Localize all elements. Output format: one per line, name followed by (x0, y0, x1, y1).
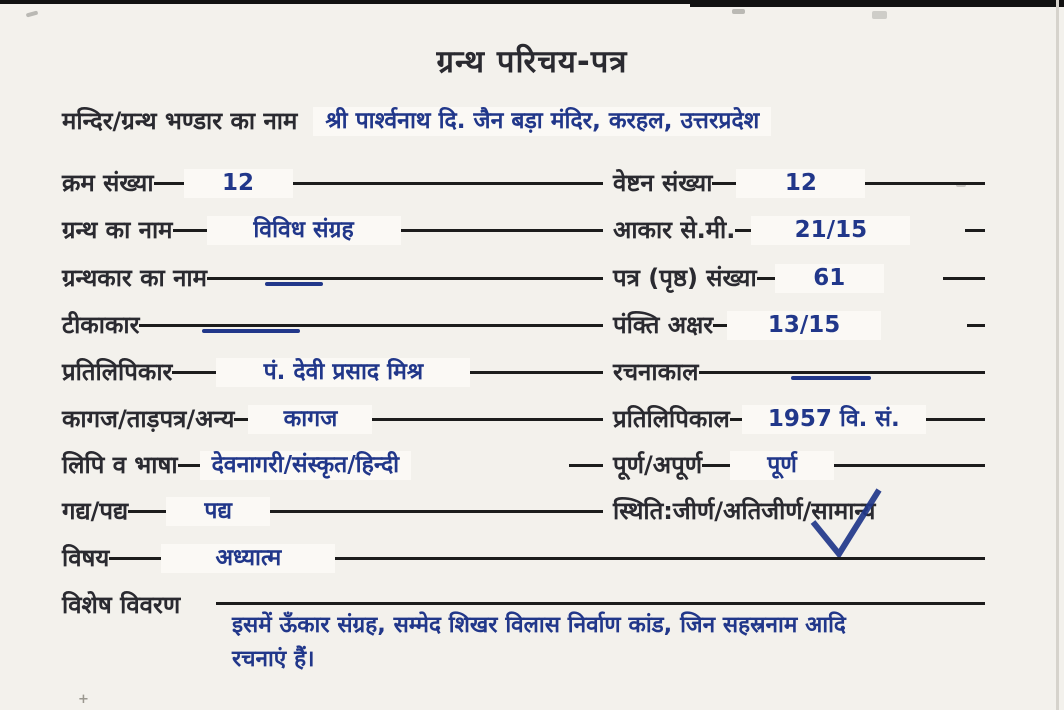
field-value: कागज (248, 405, 372, 434)
field-label: सामान्य (811, 497, 876, 525)
field-copy-date (613, 388, 985, 434)
field-label: ग्रन्थकार का नाम (62, 264, 207, 292)
rule-line (216, 602, 985, 605)
form-row-book-name (0, 199, 1064, 245)
form-row-commentator (0, 294, 1064, 340)
field-subject (62, 527, 985, 573)
rule-line (702, 464, 730, 467)
scan-plus-mark: + (78, 692, 89, 707)
rule-line (173, 229, 207, 232)
form-row-copyist (0, 341, 1064, 387)
field-commentator (62, 294, 603, 340)
field-lines-letters (613, 294, 985, 340)
rule-line (109, 557, 161, 560)
scan-smudge (872, 11, 887, 19)
rule-line (735, 229, 751, 232)
special-details-line1: इसमें ऊँकार संग्रह, सम्मेद शिखर विलास निर्वाण कांड, जिन सहस्रनाम आदि (232, 612, 846, 638)
rule-line (967, 324, 985, 327)
field-value: 13/15 (727, 311, 881, 340)
page-title: ग्रन्थ परिचय-पत्र (436, 44, 628, 80)
field-label: आकार से.मी. (613, 216, 736, 244)
field-value: पूर्ण (730, 451, 834, 480)
rule-line (154, 182, 184, 185)
rule-line (372, 418, 603, 421)
field-label: पत्र (पृष्ठ) संख्या (613, 264, 757, 292)
field-value: पं. देवी प्रसाद मिश्र (216, 358, 470, 387)
handwritten-blank-line (265, 282, 323, 286)
field-label: कागज/ताड़पत्र/अन्य (62, 405, 235, 433)
field-value: 1957 वि. सं. (742, 405, 926, 434)
rule-line (293, 182, 603, 185)
field-material (62, 388, 603, 434)
field-label: स्थिति:जीर्ण/अतिजीर्ण/ (613, 497, 812, 525)
rule-line (207, 277, 603, 280)
rule-line (178, 464, 200, 467)
rule-line (234, 418, 248, 421)
rule-line (965, 229, 985, 232)
field-bundle-number (613, 152, 985, 198)
form-row-material (0, 388, 1064, 434)
field-page-count (613, 247, 985, 293)
field-book-name (62, 199, 603, 245)
field-label: पूर्ण/अपूर्ण (613, 451, 703, 479)
rule-line (834, 464, 985, 467)
form-row-serial (0, 152, 1064, 198)
field-script-language (62, 434, 603, 480)
special-details-line2: रचनाएं हैं। (232, 646, 315, 672)
field-label: प्रतिलिपिकार (62, 358, 173, 386)
field-label: विषय (62, 544, 110, 572)
field-serial-number (62, 152, 603, 198)
rule-line (335, 557, 985, 560)
scan-smudge (732, 9, 745, 14)
field-label: टीकाकार (62, 311, 140, 339)
field-label: पंक्ति अक्षर (613, 311, 714, 339)
scan-top-edge-dark (690, 0, 1064, 7)
handwritten-blank-line (791, 376, 871, 380)
field-value: पद्य (166, 497, 270, 526)
field-value: 12 (736, 169, 865, 198)
rule-line (713, 324, 727, 327)
field-label: क्रम संख्या (62, 169, 154, 197)
handwritten-blank-line (202, 329, 300, 333)
rule-line (865, 182, 985, 185)
rule-line (926, 418, 985, 421)
field-value: 61 (775, 264, 884, 293)
form-row-script-language (0, 434, 1064, 480)
rule-line (569, 464, 603, 467)
scan-smudge (26, 11, 39, 18)
rule-line (139, 324, 603, 327)
form-row-subject (0, 527, 1064, 573)
field-label: प्रतिलिपिकाल (613, 405, 730, 433)
rule-line (470, 371, 603, 374)
field-value: 21/15 (751, 216, 910, 245)
field-label: लिपि व भाषा (62, 451, 178, 479)
rule-line (270, 510, 603, 513)
field-label: रचनाकाल (613, 358, 699, 386)
field-condition (613, 480, 985, 526)
field-label: गद्य/पद्य (62, 497, 129, 525)
field-author-name (62, 247, 603, 293)
rule-line (128, 510, 166, 513)
field-value: विविध संग्रह (207, 216, 401, 245)
field-complete-incomplete (613, 434, 985, 480)
rule-line (943, 277, 985, 280)
field-composition-date (613, 341, 985, 387)
field-special-details (0, 585, 1064, 700)
condition-checked-option (811, 496, 875, 526)
field-value: 12 (184, 169, 293, 198)
rule-line (757, 277, 775, 280)
rule-line (699, 371, 985, 374)
field-temple-name (62, 106, 1002, 136)
form-row-author (0, 247, 1064, 293)
field-prose-verse (62, 480, 603, 526)
field-value: अध्यात्म (161, 544, 335, 573)
rule-line (712, 182, 736, 185)
field-value: देवनागरी/संस्कृत/हिन्दी (200, 451, 412, 480)
rule-line (730, 418, 742, 421)
field-copyist (62, 341, 603, 387)
field-label: वेष्टन संख्या (613, 169, 713, 197)
rule-line (401, 229, 603, 232)
field-label: मन्दिर/ग्रन्थ भण्डार का नाम (62, 107, 298, 135)
form-row-prose-verse (0, 480, 1064, 526)
field-label: ग्रन्थ का नाम (62, 216, 173, 244)
field-value (232, 608, 1012, 676)
field-label: विशेष विवरण (62, 591, 181, 619)
rule-line (172, 371, 216, 374)
field-size-cm (613, 199, 985, 245)
field-value: श्री पार्श्वनाथ दि. जैन बड़ा मंदिर, करहल, उत्तरप्रदेश (313, 107, 771, 136)
